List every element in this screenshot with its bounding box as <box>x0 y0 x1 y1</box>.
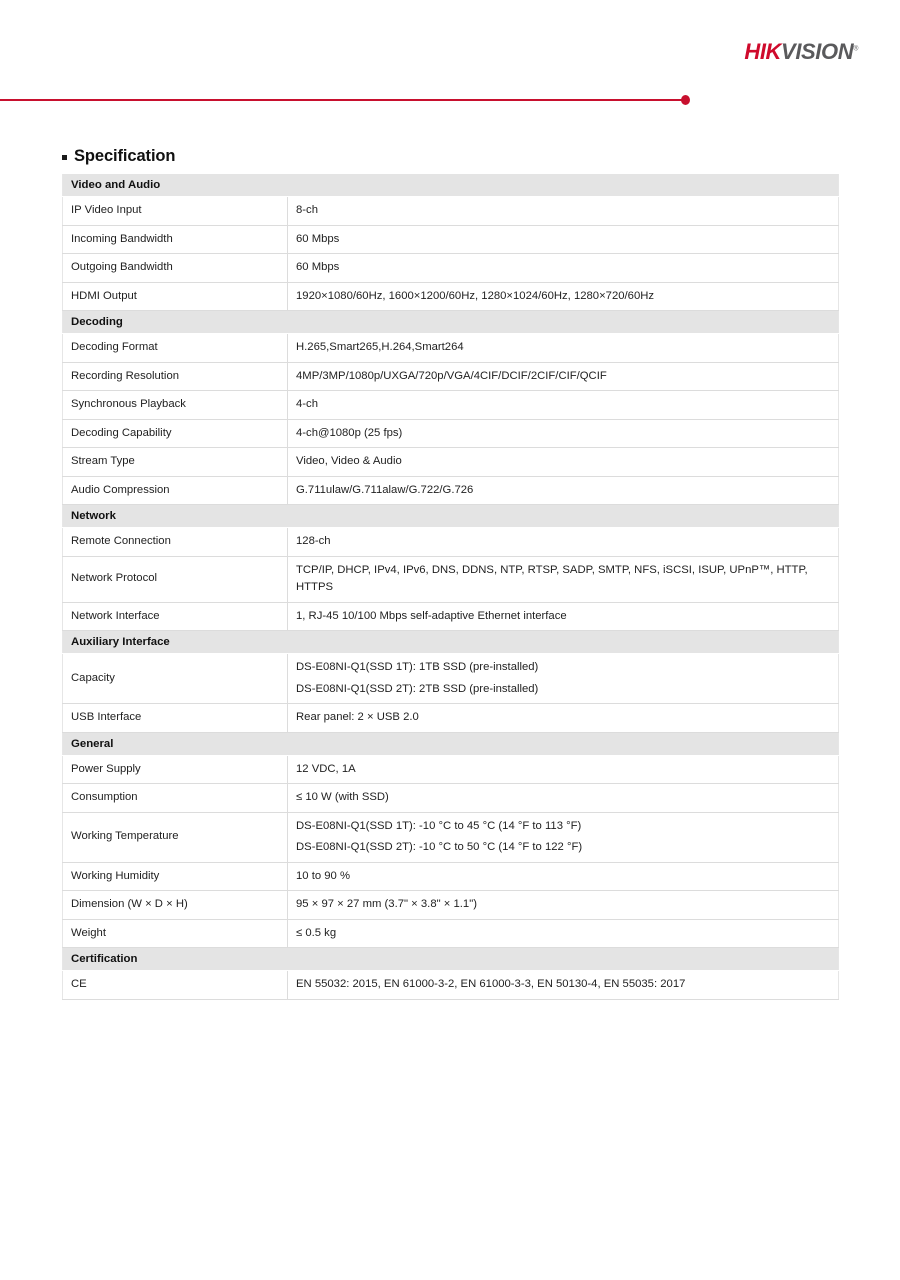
table-cell-value-line: 8-ch <box>296 204 318 216</box>
table-cell-value <box>288 556 839 602</box>
table-row <box>63 602 839 631</box>
table-group-header-row <box>63 732 839 755</box>
table-cell-value <box>288 654 839 704</box>
table-cell-value-line: 4-ch <box>296 398 318 410</box>
table-row <box>63 334 839 363</box>
table-cell-value <box>288 448 839 477</box>
table-cell-value <box>288 197 839 226</box>
table-group-header-label: Decoding <box>63 311 839 334</box>
table-row <box>63 254 839 283</box>
table-cell-value-line: 1920×1080/60Hz, 1600×1200/60Hz, 1280×1024/60Hz, 1280×720/60Hz <box>296 289 655 302</box>
table-cell-label: Network Protocol <box>63 556 288 602</box>
table-group-header-row <box>63 174 839 197</box>
table-cell-label: HDMI Output <box>63 282 288 311</box>
table-cell-value-line: 4-ch@1080p (25 fps) <box>296 426 403 439</box>
table-cell-label: Remote Connection <box>63 528 288 557</box>
table-cell-value <box>288 862 839 891</box>
table-row <box>63 755 839 784</box>
table-cell-label: Power Supply <box>63 755 288 784</box>
table-row <box>63 528 839 557</box>
hikvision-logo <box>744 41 858 63</box>
table-cell-label: Outgoing Bandwidth <box>63 254 288 283</box>
table-cell-value <box>288 391 839 420</box>
table-row <box>63 197 839 226</box>
table-cell-value <box>288 891 839 920</box>
table-row <box>63 476 839 505</box>
table-cell-value-line: 12 VDC, 1A <box>296 762 356 775</box>
table-cell-value-line: EN 55032: 2015, EN 61000-3-2, EN 61000-3-3, EN 50130-4, EN 55035: 2017 <box>296 978 686 990</box>
table-cell-value-line: 10 to 90 % <box>296 869 351 882</box>
table-cell-value-line: 95 × 97 × 27 mm (3.7" × 3.8" × 1.1") <box>296 898 477 910</box>
table-cell-label: Consumption <box>63 784 288 813</box>
table-cell-value <box>288 419 839 448</box>
table-cell-value-line: H.265,Smart265,H.264,Smart264 <box>296 341 464 353</box>
table-cell-value-line: ≤ 10 W (with SSD) <box>296 791 389 803</box>
table-row <box>63 812 839 862</box>
table-cell-value <box>288 704 839 733</box>
table-group-header-label: Certification <box>63 948 839 971</box>
table-row <box>63 704 839 733</box>
table-group-header-label: General <box>63 732 839 755</box>
table-cell-label: Dimension (W × D × H) <box>63 891 288 920</box>
table-cell-value <box>288 362 839 391</box>
specification-heading <box>62 148 175 165</box>
table-cell-value-line: 60 Mbps <box>296 232 340 245</box>
table-cell-value-line: DS-E08NI-Q1(SSD 1T): 1TB SSD (pre-installed) <box>296 661 539 673</box>
square-bullet-icon <box>62 155 67 160</box>
table-cell-value <box>288 784 839 813</box>
table-row <box>63 862 839 891</box>
table-row <box>63 654 839 704</box>
specification-table-body <box>63 174 839 999</box>
logo-text-vision: VISION <box>781 39 854 64</box>
table-group-header-row <box>63 631 839 654</box>
header-accent-dot <box>681 95 690 105</box>
table-cell-value <box>288 282 839 311</box>
table-cell-value-line: TCP/IP, DHCP, IPv4, IPv6, DNS, DDNS, NTP, RTSP, SADP, SMTP, NFS, iSCSI, ISUP, UPnP™, HTTP, HTTPS <box>296 563 808 593</box>
table-cell-value-line: DS-E08NI-Q1(SSD 2T): -10 °C to 50 °C (14 °F to 122 °F) <box>296 841 583 853</box>
table-row <box>63 891 839 920</box>
table-row <box>63 919 839 948</box>
table-cell-value-line: 4MP/3MP/1080p/UXGA/720p/VGA/4CIF/DCIF/2CIF/CIF/QCIF <box>296 369 607 382</box>
table-cell-label: Stream Type <box>63 448 288 477</box>
table-cell-label: CE <box>63 971 288 1000</box>
table-cell-value <box>288 919 839 948</box>
table-cell-value <box>288 602 839 631</box>
table-row <box>63 419 839 448</box>
table-cell-value <box>288 334 839 363</box>
table-row <box>63 225 839 254</box>
table-cell-value-line: DS-E08NI-Q1(SSD 2T): 2TB SSD (pre-installed) <box>296 682 539 695</box>
table-group-header-row <box>63 505 839 528</box>
table-cell-value <box>288 812 839 862</box>
table-cell-value-line: DS-E08NI-Q1(SSD 1T): -10 °C to 45 °C (14 °F to 113 °F) <box>296 819 582 832</box>
table-cell-value-line: 60 Mbps <box>296 261 340 273</box>
table-cell-value <box>288 528 839 557</box>
table-cell-label: Capacity <box>63 654 288 704</box>
table-cell-value-line: Video, Video & Audio <box>296 455 402 467</box>
table-cell-label: Working Temperature <box>63 812 288 862</box>
table-cell-value-line: ≤ 0.5 kg <box>296 926 337 939</box>
table-cell-value-line: 128-ch <box>296 535 331 547</box>
table-cell-value <box>288 254 839 283</box>
table-group-header-row <box>63 311 839 334</box>
table-cell-label: USB Interface <box>63 704 288 733</box>
table-cell-label: Recording Resolution <box>63 362 288 391</box>
table-cell-label: Decoding Capability <box>63 419 288 448</box>
table-row <box>63 448 839 477</box>
logo-text-hik: HIK <box>744 39 782 64</box>
table-cell-label: IP Video Input <box>63 197 288 226</box>
table-cell-label: Incoming Bandwidth <box>63 225 288 254</box>
table-cell-value <box>288 225 839 254</box>
registered-trademark-icon: ® <box>853 45 858 53</box>
table-row <box>63 362 839 391</box>
table-cell-label: Network Interface <box>63 602 288 631</box>
table-row <box>63 784 839 813</box>
table-group-header-label: Network <box>63 505 839 528</box>
table-group-header-label: Video and Audio <box>63 174 839 197</box>
specification-table <box>62 174 839 1000</box>
table-cell-value-line: G.711ulaw/G.711alaw/G.722/G.726 <box>296 483 474 496</box>
table-cell-value <box>288 971 839 1000</box>
page-title: Specification <box>74 147 176 165</box>
table-row <box>63 282 839 311</box>
table-row <box>63 556 839 602</box>
table-cell-label: Working Humidity <box>63 862 288 891</box>
table-cell-value-line: 1, RJ-45 10/100 Mbps self-adaptive Ethernet interface <box>296 609 567 622</box>
table-cell-label: Audio Compression <box>63 476 288 505</box>
table-cell-value <box>288 755 839 784</box>
table-row <box>63 391 839 420</box>
header-divider-line <box>0 99 683 101</box>
table-cell-value <box>288 476 839 505</box>
table-cell-label: Decoding Format <box>63 334 288 363</box>
table-row <box>63 971 839 1000</box>
page-header <box>0 0 900 118</box>
table-cell-label: Synchronous Playback <box>63 391 288 420</box>
table-group-header-row <box>63 948 839 971</box>
table-group-header-label: Auxiliary Interface <box>63 631 839 654</box>
table-cell-label: Weight <box>63 919 288 948</box>
table-cell-value-line: Rear panel: 2 × USB 2.0 <box>296 711 419 723</box>
